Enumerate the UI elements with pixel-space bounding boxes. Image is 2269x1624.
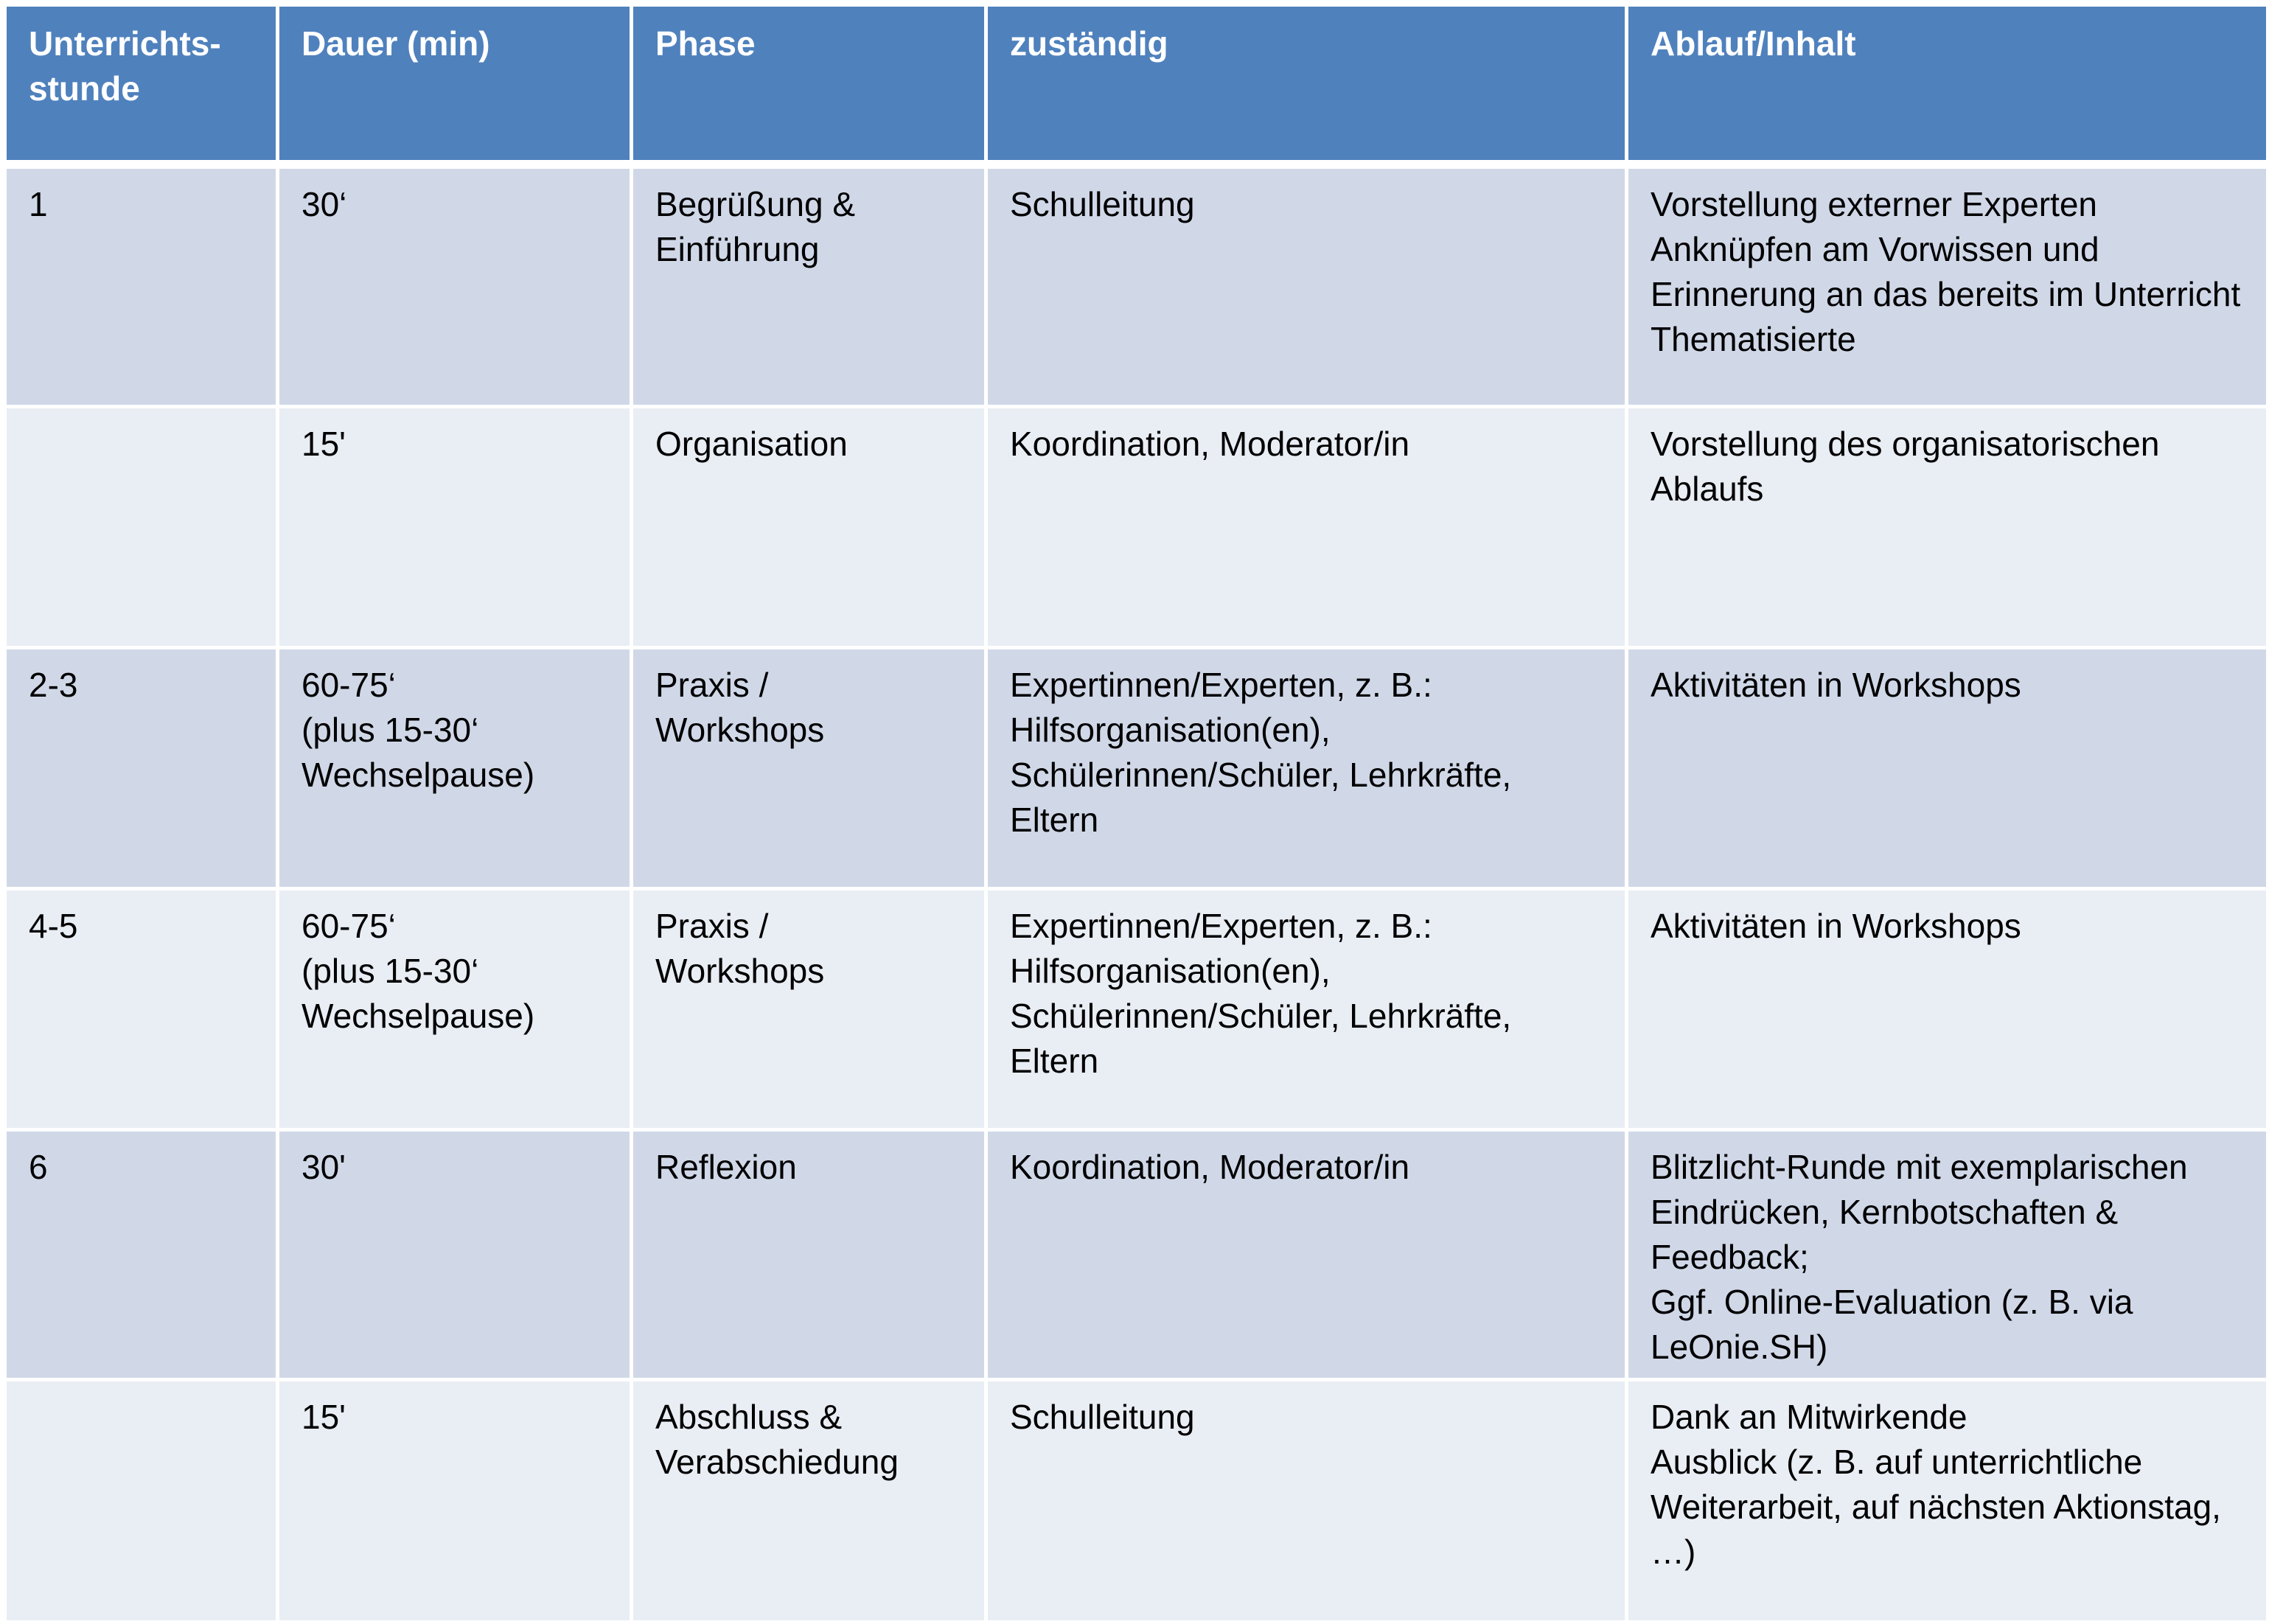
cell-zustaendig: Schulleitung: [986, 164, 1627, 407]
cell-ablauf: Aktivitäten in Workshops: [1627, 648, 2268, 889]
cell-stunde: 6: [5, 1130, 278, 1380]
cell-zustaendig: Koordination, Moderator/in: [986, 1130, 1627, 1380]
cell-ablauf: Blitzlicht-Runde mit exemplarischen Eindrücken, Kernbotschaften & Feedback; Ggf. Online-Evaluation (z. B. via LeOnie.SH): [1627, 1130, 2268, 1380]
cell-ablauf: Aktivitäten in Workshops: [1627, 889, 2268, 1130]
cell-stunde: [5, 1380, 278, 1623]
cell-stunde: [5, 407, 278, 648]
header-phase: Phase: [632, 5, 986, 165]
cell-ablauf: Vorstellung externer Experten Anknüpfen am Vorwissen und Erinnerung an das bereits im Unterricht Thematisierte: [1627, 164, 2268, 407]
cell-phase: Begrüßung & Einführung: [632, 164, 986, 407]
cell-ablauf: Vorstellung des organisatorischen Ablaufs: [1627, 407, 2268, 648]
header-zustaendig: zuständig: [986, 5, 1627, 165]
cell-phase: Reflexion: [632, 1130, 986, 1380]
header-unterrichtsstunde: Unterrichts- stunde: [5, 5, 278, 165]
cell-zustaendig: Koordination, Moderator/in: [986, 407, 1627, 648]
cell-dauer: 15': [278, 1380, 632, 1623]
cell-phase: Praxis / Workshops: [632, 889, 986, 1130]
cell-ablauf: Dank an Mitwirkende Ausblick (z. B. auf unterrichtliche Weiterarbeit, auf nächsten Aktionstag, …): [1627, 1380, 2268, 1623]
header-ablauf-inhalt: Ablauf/Inhalt: [1627, 5, 2268, 165]
cell-zustaendig: Expertinnen/Experten, z. B.: Hilfsorganisation(en), Schülerinnen/Schüler, Lehrkräfte, Eltern: [986, 889, 1627, 1130]
table-row: [5, 407, 2268, 648]
cell-dauer: 15': [278, 407, 632, 648]
cell-zustaendig: Expertinnen/Experten, z. B.: Hilfsorganisation(en), Schülerinnen/Schüler, Lehrkräfte, Eltern: [986, 648, 1627, 889]
cell-phase: Organisation: [632, 407, 986, 648]
cell-stunde: 2-3: [5, 648, 278, 889]
header-dauer: Dauer (min): [278, 5, 632, 165]
table-row: [5, 1380, 2268, 1623]
cell-dauer: 30': [278, 1130, 632, 1380]
cell-stunde: 1: [5, 164, 278, 407]
cell-phase: Abschluss & Verabschiedung: [632, 1380, 986, 1623]
table-row: [5, 1130, 2268, 1380]
cell-phase: Praxis / Workshops: [632, 648, 986, 889]
table-row: [5, 648, 2268, 889]
cell-dauer: 30‘: [278, 164, 632, 407]
table-row: [5, 889, 2268, 1130]
table-row: [5, 164, 2268, 407]
cell-stunde: 4-5: [5, 889, 278, 1130]
cell-zustaendig: Schulleitung: [986, 1380, 1627, 1623]
cell-dauer: 60-75‘ (plus 15-30‘ Wechselpause): [278, 889, 632, 1130]
schedule-table: [3, 3, 2269, 1624]
cell-dauer: 60-75‘ (plus 15-30‘ Wechselpause): [278, 648, 632, 889]
header-row: [5, 5, 2268, 165]
